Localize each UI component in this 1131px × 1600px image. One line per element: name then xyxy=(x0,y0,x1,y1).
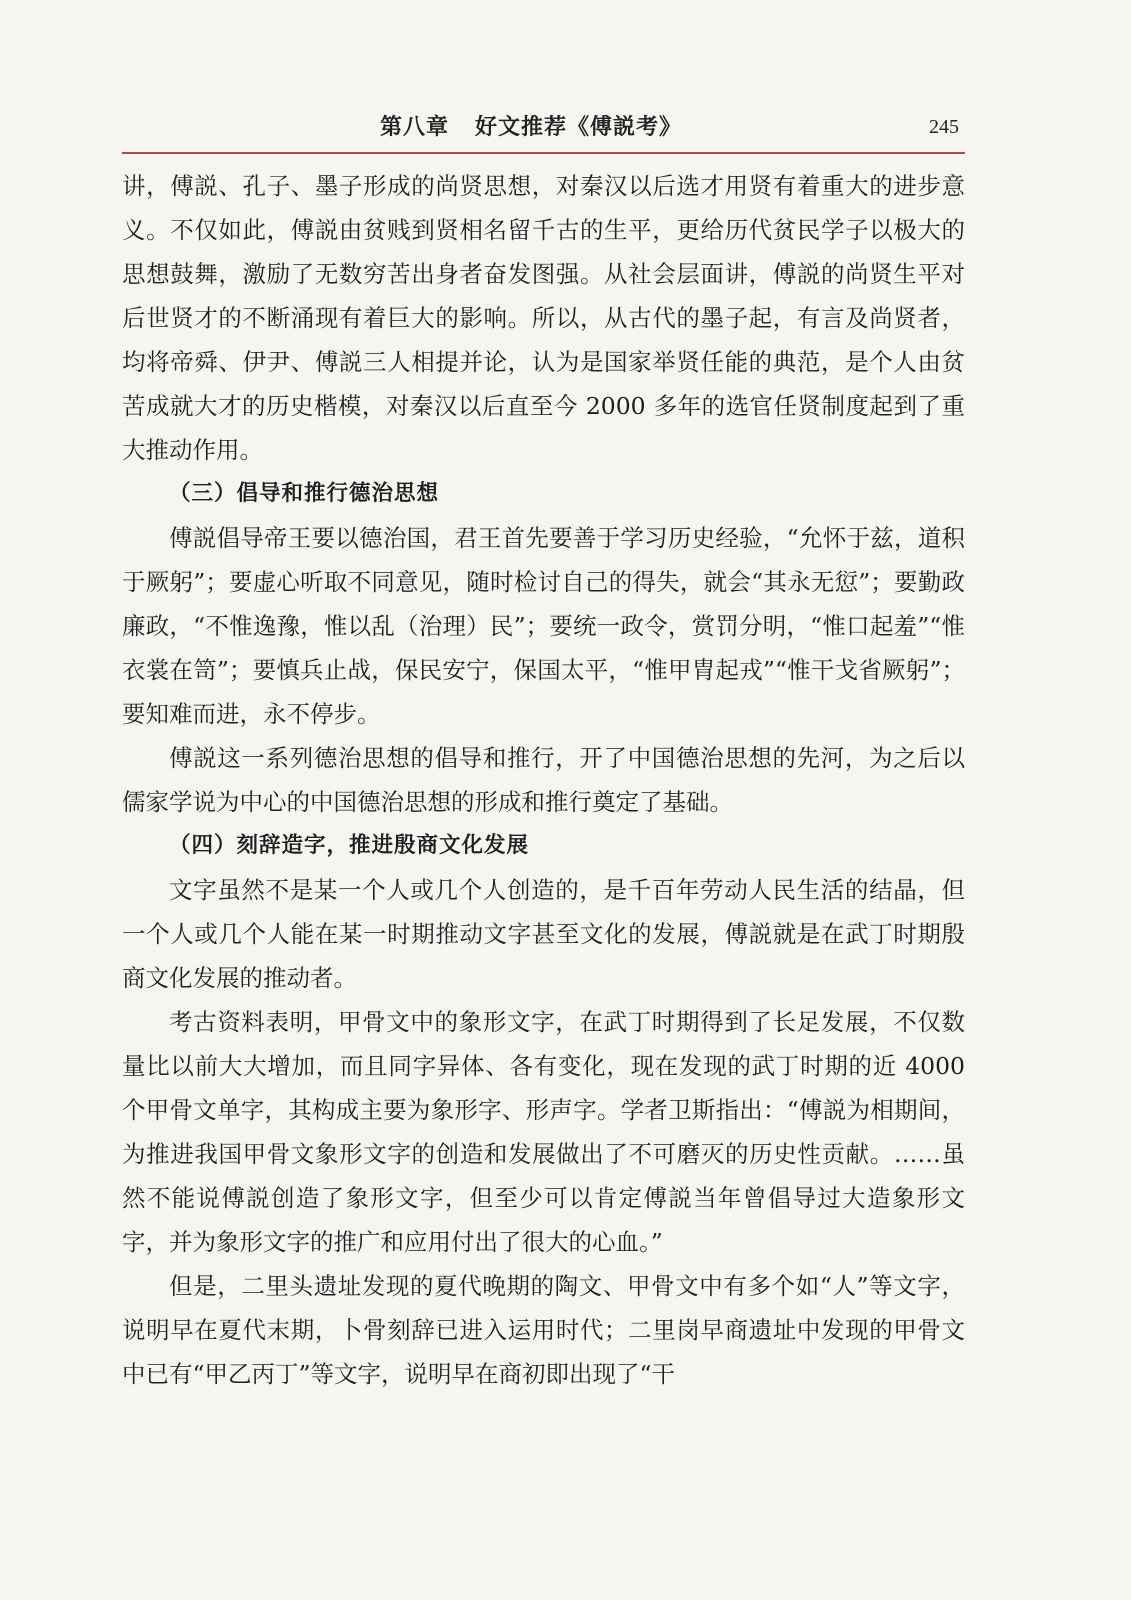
section-heading-3: （三）倡导和推行德治思想 xyxy=(169,481,440,506)
paragraph: 文字虽然不是某一个人或几个人创造的，是千百年劳动人民生活的结晶，但一个人或几个人能在某一时期推动文字甚至文化的发展，傅説就是在武丁时期殷商文化发展的推动者。 xyxy=(122,876,965,992)
page-number: 245 xyxy=(929,116,959,138)
running-header xyxy=(122,102,965,152)
section-heading-4: （四）刻辞造字，推进殷商文化发展 xyxy=(169,833,530,858)
paragraph: 但是，二里头遗址发现的夏代晚期的陶文、甲骨文中有多个如“人”等文字，说明早在夏代末期，卜骨刻辞已进入运用时代；二里岗早商遗址中发现的甲骨文中已有“甲乙丙丁”等文字，说明早在商初即出现了“干 xyxy=(122,1272,965,1388)
body-text xyxy=(122,164,965,1396)
paragraph: 考古资料表明，甲骨文中的象形文字，在武丁时期得到了长足发展，不仅数量比以前大大增加，而且同字异体、各有变化，现在发现的武丁时期的近 4000 个甲骨文单字，其构成主要为象形字、形声字。学者卫斯指出：“傅説为相期间，为推进我国甲骨文象形文字的创造和发展做出了不可磨灭的历史性贡献。……虽然不能说傅説创造了象形文字，但至少可以肯定傅説当年曾倡导过大造象形文字，并为象形文字的推广和应用付出了很大的心血。” xyxy=(122,1008,965,1256)
chapter-name: 好文推荐《傅説考》 xyxy=(475,115,683,140)
chapter-number: 第八章 xyxy=(380,115,450,140)
header-rule xyxy=(122,152,965,154)
paragraph: 傅説倡导帝王要以德治国，君王首先要善于学习历史经验，“允怀于兹，道积于厥躬”；要虚心听取不同意见，随时检讨自己的得失，就会“其永无愆”；要勤政廉政，“不惟逸豫，惟以乱（治理）民”；要统一政令，赏罚分明，“惟口起羞”“惟衣裳在笥”；要慎兵止战，保民安宁，保国太平，“惟甲胄起戎”“惟干戈省厥躬”；要知难而进，永不停步。 xyxy=(122,524,965,728)
paragraph-continued: 讲，傅説、孔子、墨子形成的尚贤思想，对秦汉以后选才用贤有着重大的进步意义。不仅如此，傅説由贫贱到贤相名留千古的生平，更给历代贫民学子以极大的思想鼓舞，激励了无数穷苦出身者奋发图强。从社会层面讲，傅説的尚贤生平对后世贤才的不断涌现有着巨大的影响。所以，从古代的墨子起，有言及尚贤者，均将帝舜、伊尹、傅説三人相提并论，认为是国家举贤任能的典范，是个人由贫苦成就大才的历史楷模，对秦汉以后直至今 2000 多年的选官任贤制度起到了重大推动作用。 xyxy=(122,172,965,464)
chapter-title xyxy=(380,110,682,141)
paragraph: 傅説这一系列德治思想的倡导和推行，开了中国德治思想的先河，为之后以儒家学说为中心的中国德治思想的形成和推行奠定了基础。 xyxy=(122,744,965,816)
